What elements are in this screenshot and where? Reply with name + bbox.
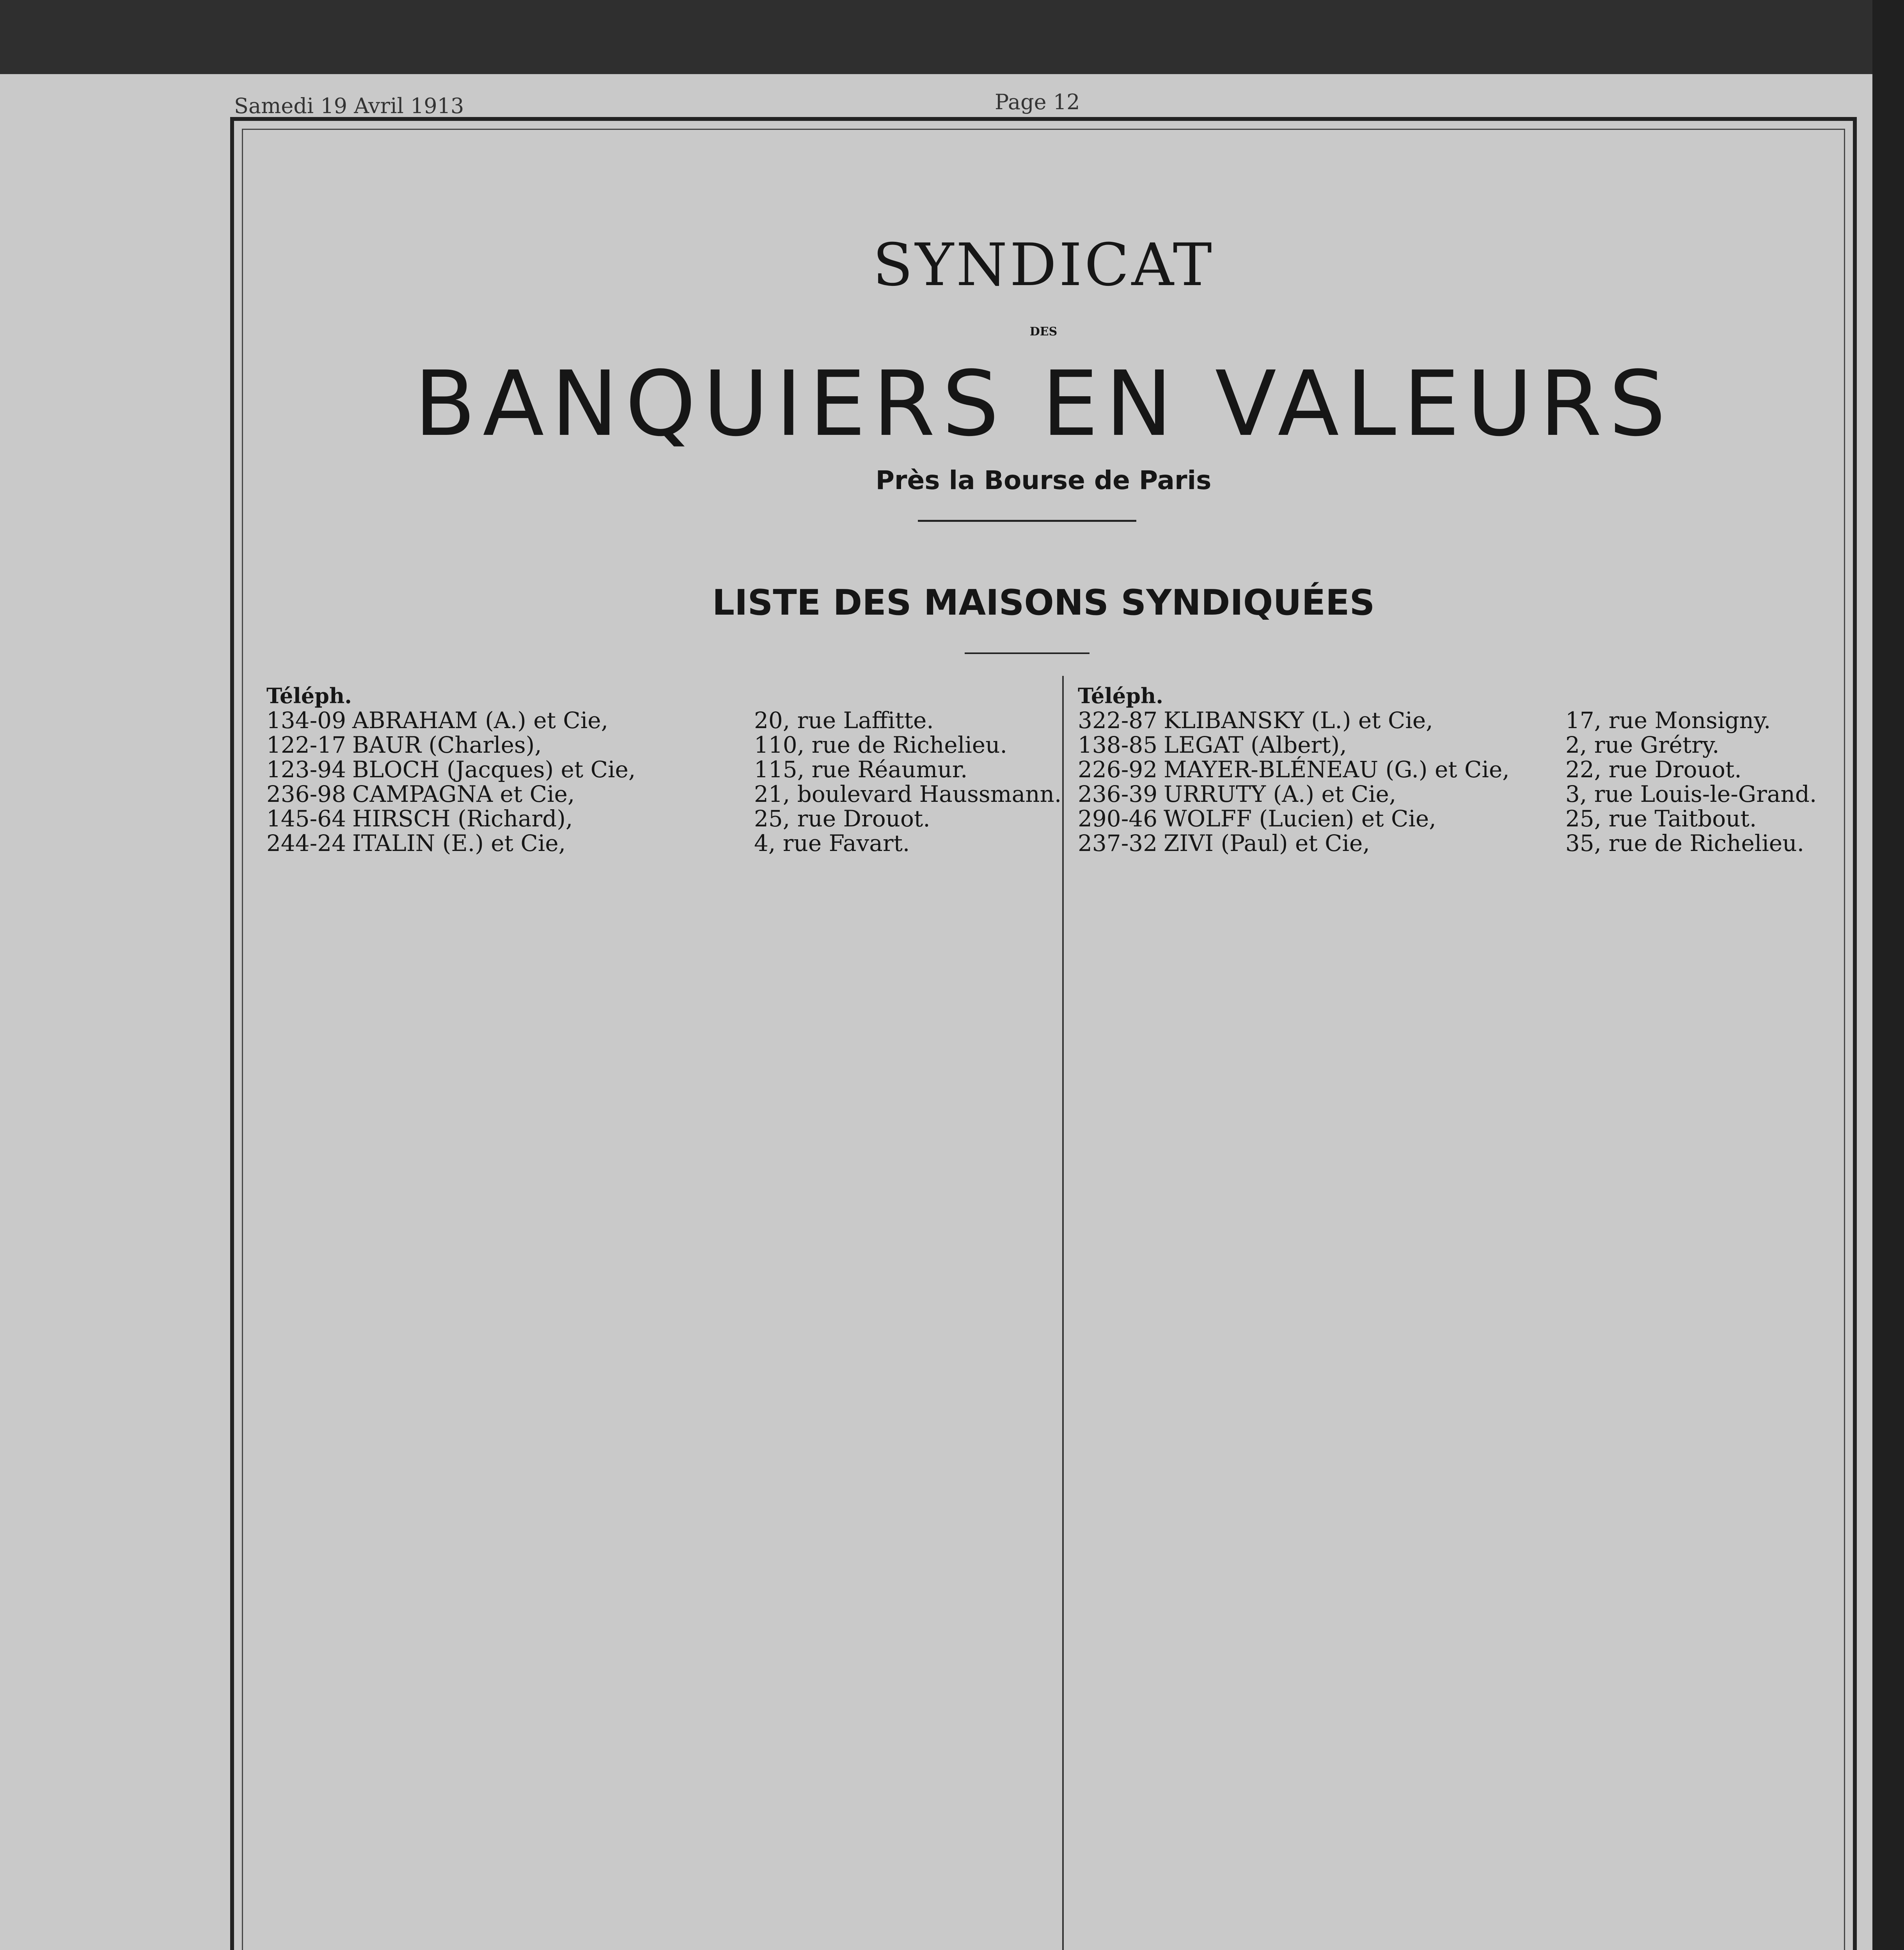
member-row bbox=[1078, 782, 1850, 807]
firm-address: 25, rue Taitbout. bbox=[1565, 805, 1757, 832]
tel-number: 138-85 bbox=[1078, 732, 1158, 758]
member-row bbox=[1078, 807, 1850, 831]
firm-name: BAUR (Charles), bbox=[352, 732, 542, 758]
firm-address: 115, rue Réaumur. bbox=[754, 756, 968, 783]
column-separator bbox=[1062, 676, 1064, 1950]
tel-number: 145-64 bbox=[266, 805, 346, 832]
member-row bbox=[1078, 733, 1850, 757]
header-page-number: Page 12 bbox=[995, 90, 1080, 114]
firm-name: ZIVI (Paul) et Cie, bbox=[1164, 830, 1370, 856]
member-row bbox=[1078, 757, 1850, 782]
inner-border bbox=[242, 129, 1845, 1950]
firm-address: 35, rue de Richelieu. bbox=[1565, 830, 1805, 856]
member-row bbox=[266, 781, 1062, 807]
firm-address: 21, boulevard Haussmann. bbox=[754, 781, 1062, 807]
firm-address: 4, rue Favart. bbox=[754, 830, 910, 856]
title-syndicat: SYNDICAT bbox=[873, 231, 1214, 299]
members-column-left bbox=[266, 683, 1062, 856]
member-row bbox=[266, 708, 1039, 733]
firm-name: URRUTY (A.) et Cie, bbox=[1164, 781, 1397, 807]
tel-number: 237-32 bbox=[1078, 830, 1158, 856]
tel-number: 290-46 bbox=[1078, 805, 1158, 832]
firm-name: WOLFF (Lucien) et Cie, bbox=[1164, 805, 1436, 832]
firm-name: KLIBANSKY (L.) et Cie, bbox=[1164, 707, 1433, 734]
divider bbox=[918, 520, 1136, 522]
firm-name: CAMPAGNA et Cie, bbox=[352, 781, 575, 807]
member-row bbox=[1078, 831, 1850, 856]
firm-address: 20, rue Laffitte. bbox=[754, 707, 934, 734]
subtitle-bourse: Près la Bourse de Paris bbox=[875, 465, 1212, 495]
member-row bbox=[1078, 708, 1850, 733]
adjacent-page-edge bbox=[1872, 0, 1904, 1950]
members-column-right bbox=[1078, 684, 1850, 856]
tel-number: 244-24 bbox=[266, 830, 346, 856]
member-row bbox=[266, 831, 1039, 856]
firm-name: HIRSCH (Richard), bbox=[352, 805, 573, 832]
firm-address: 2, rue Grétry. bbox=[1565, 732, 1719, 758]
page-header bbox=[234, 78, 1853, 121]
syndicat-frame bbox=[230, 117, 1857, 1950]
firm-address: 3, rue Louis-le-Grand. bbox=[1565, 781, 1817, 807]
title-des: DES bbox=[1029, 325, 1058, 339]
divider bbox=[965, 652, 1090, 654]
title-banquiers: BANQUIERS EN VALEURS bbox=[414, 352, 1673, 456]
list-heading: LISTE DES MAISONS SYNDIQUÉES bbox=[712, 582, 1375, 623]
firm-name: ABRAHAM (A.) et Cie, bbox=[352, 707, 609, 734]
firm-address: 17, rue Monsigny. bbox=[1565, 707, 1771, 734]
member-row bbox=[266, 757, 1039, 782]
tel-header: Téléph. bbox=[1078, 683, 1164, 708]
firm-name: LEGAT (Albert), bbox=[1164, 732, 1347, 758]
tel-number: 236-39 bbox=[1078, 781, 1158, 807]
firm-address: 110, rue de Richelieu. bbox=[754, 732, 1007, 758]
tel-number: 123-94 bbox=[266, 756, 346, 783]
header-date: Samedi 19 Avril 1913 bbox=[234, 94, 464, 118]
firm-address: 22, rue Drouot. bbox=[1565, 756, 1742, 783]
member-row bbox=[266, 733, 1039, 757]
tel-number: 322-87 bbox=[1078, 707, 1158, 734]
member-row bbox=[266, 807, 1039, 831]
tel-number: 226-92 bbox=[1078, 756, 1158, 783]
tel-number: 134-09 bbox=[266, 707, 346, 734]
firm-name: BLOCH (Jacques) et Cie, bbox=[352, 756, 636, 783]
firm-address: 25, rue Drouot. bbox=[754, 805, 930, 832]
tel-header: Téléph. bbox=[266, 683, 352, 708]
tel-number: 122-17 bbox=[266, 732, 346, 758]
firm-name: MAYER-BLÉNEAU (G.) et Cie, bbox=[1164, 756, 1510, 783]
tel-number: 236-98 bbox=[266, 781, 346, 807]
firm-name: ITALIN (E.) et Cie, bbox=[352, 830, 566, 856]
